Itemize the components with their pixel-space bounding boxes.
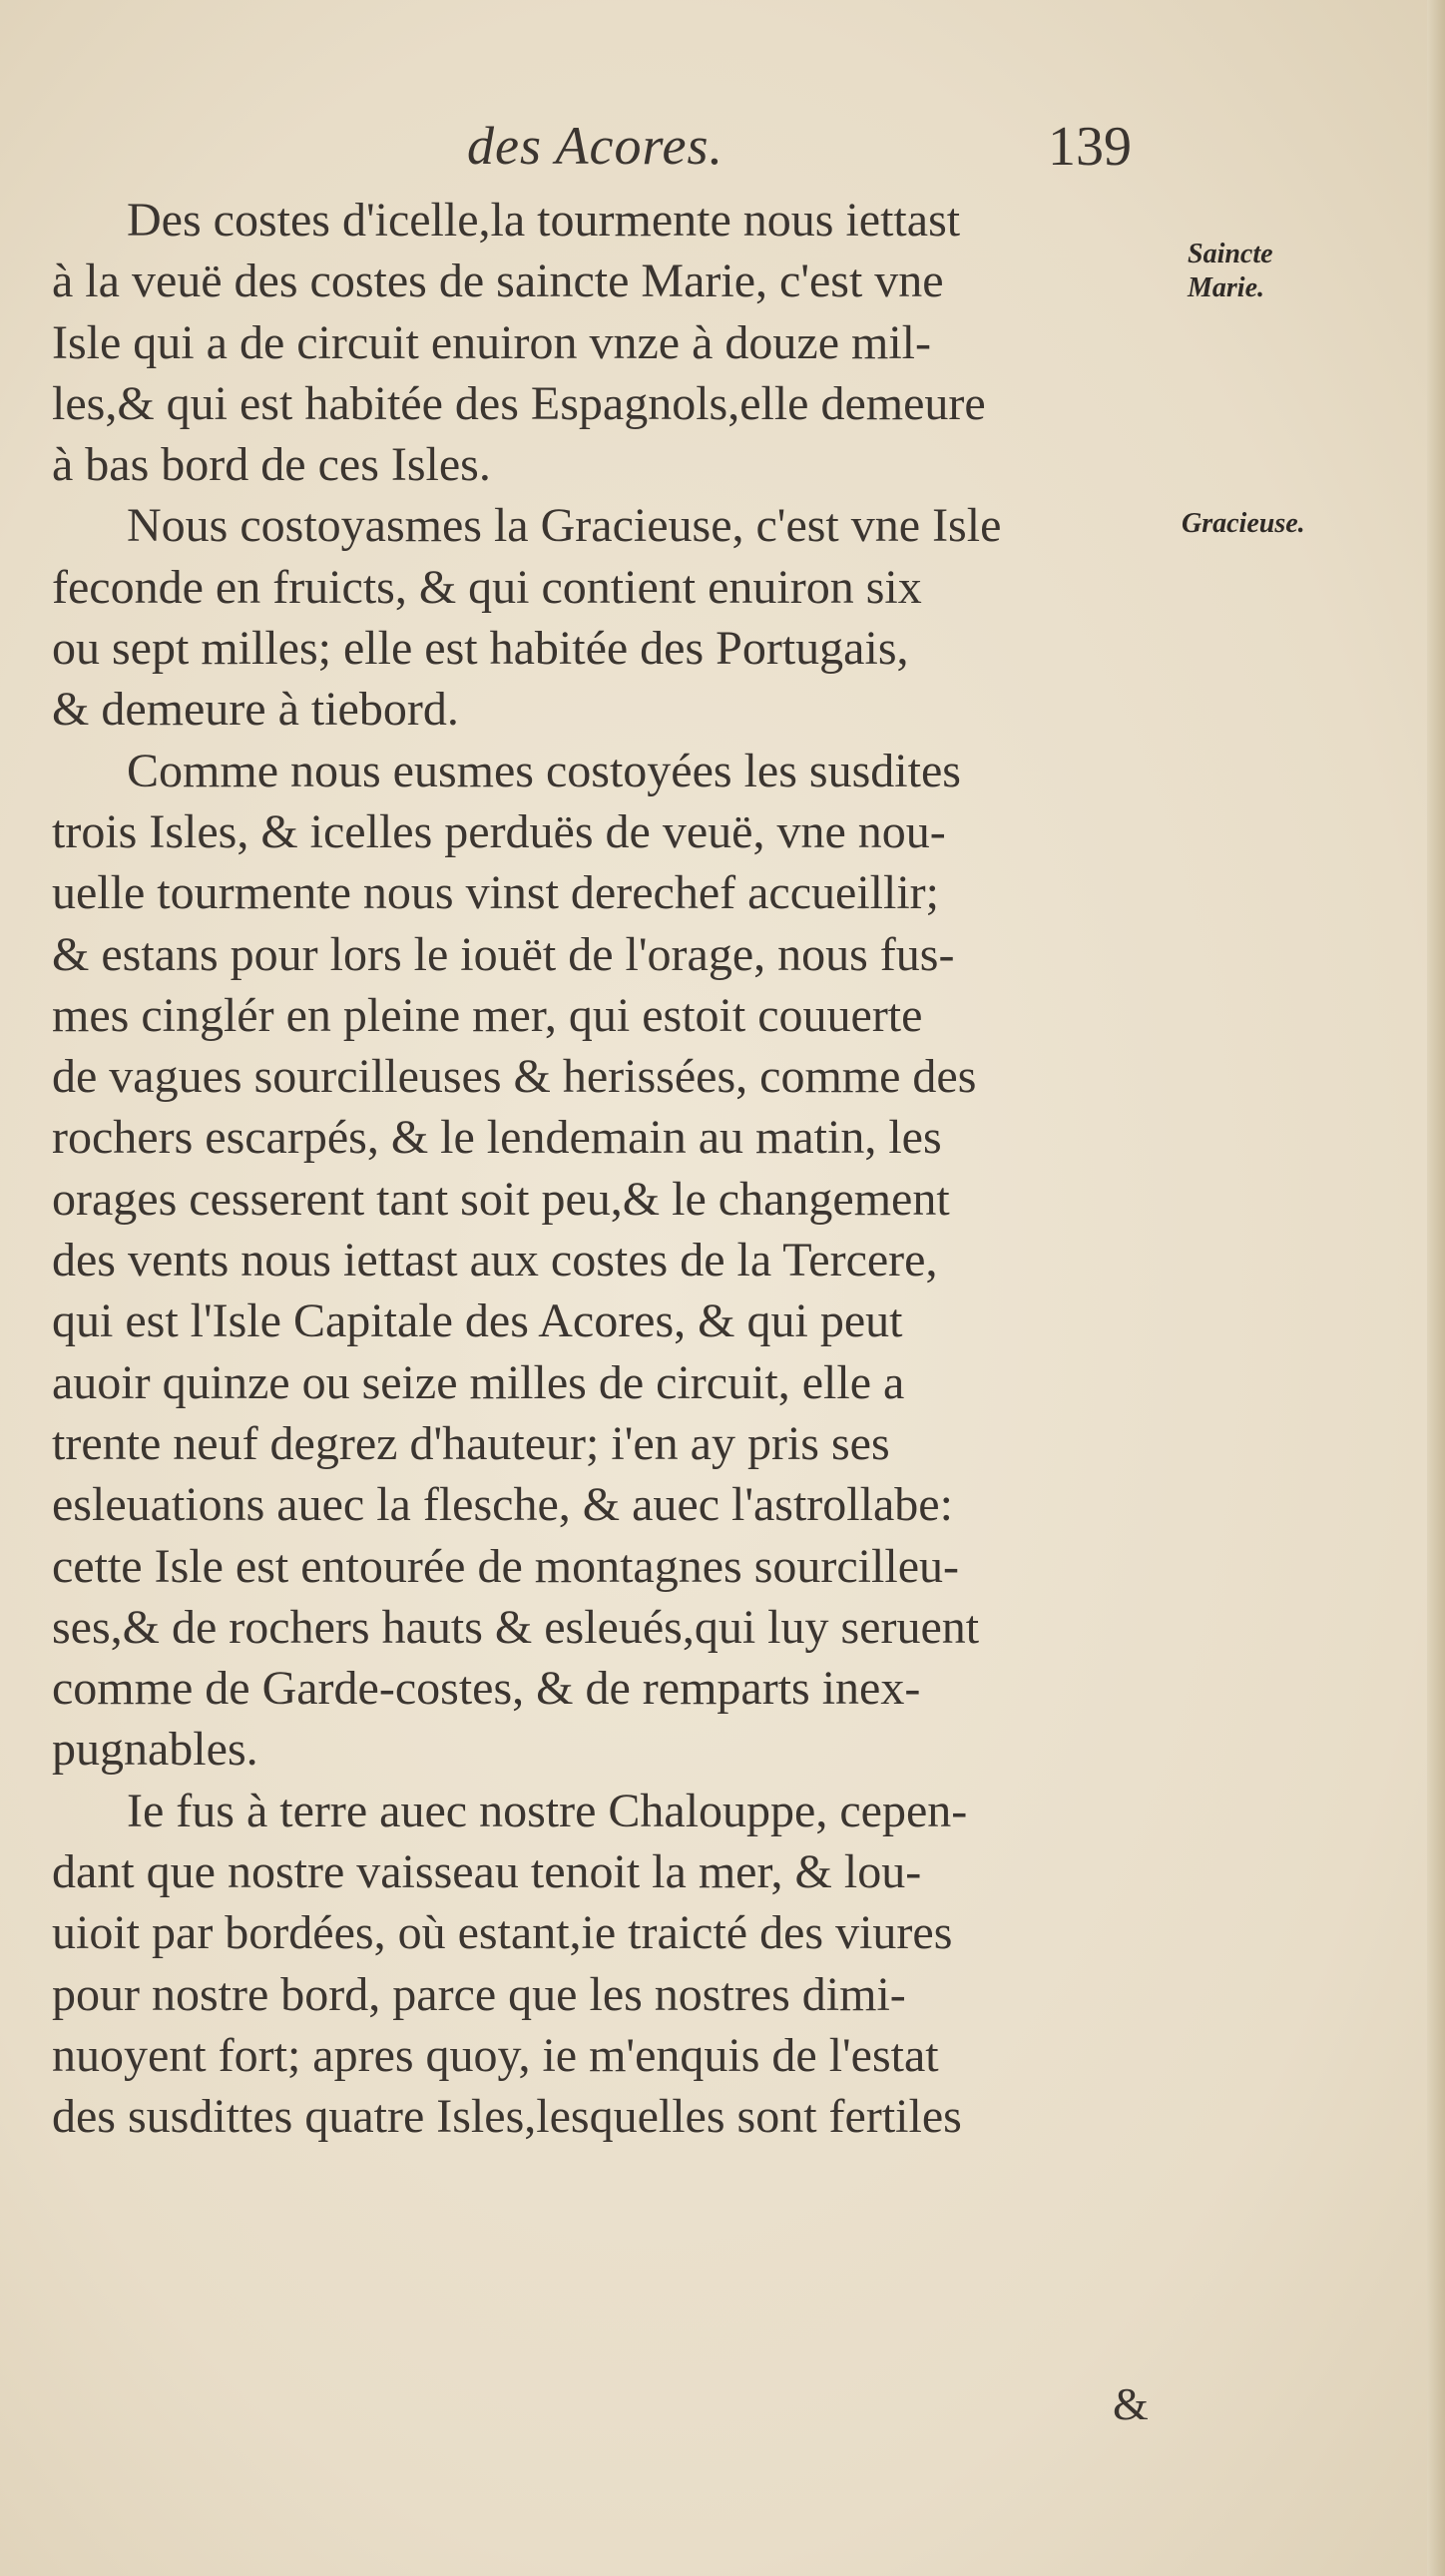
text-line: dant que nostre vaisseau tenoit la mer, & lou- [52,1845,922,1899]
page-edge [1427,0,1445,2576]
text-line: & estans pour lors le iouët de l'orage, nous fus- [52,927,955,981]
text-line: orages cesserent tant soit peu,& le changement [52,1172,950,1226]
text-line: comme de Garde-costes, & de remparts inex- [52,1662,921,1716]
text-line: les,& qui est habitée des Espagnols,elle demeure [52,376,986,430]
text-line: cette Isle est entourée de montagnes sourcilleu- [52,1539,959,1593]
text-line: trente neuf degrez d'hauteur; i'en ay pris ses [52,1416,890,1470]
text-line: des vents nous iettast aux costes de la Tercere, [52,1234,938,1288]
page-number: 139 [1048,116,1132,178]
text-line: Comme nous eusmes costoyées les susdites [127,744,961,797]
text-line: pour nostre bord, parce que les nostres dimi- [52,1967,906,2021]
text-line: feconde en fruicts, & qui contient enuiron six [52,560,922,614]
text-line: uelle tourmente nous vinst derechef accueillir; [52,866,939,920]
catchword: & [1113,2378,1149,2429]
text-line: à bas bord de ces Isles. [52,438,491,492]
text-line: auoir quinze ou seize milles de circuit, elle a [52,1355,905,1409]
text-line: mes cinglér en pleine mer, qui estoit couuerte [52,988,923,1042]
text-line: qui est l'Isle Capitale des Acores, & qui peut [52,1294,903,1348]
text-line: pugnables. [52,1723,258,1777]
margin-note-saincte-marie: Saincte Marie. [1188,239,1273,303]
text-line: trois Isles, & icelles perduës de veuë, vne nou- [52,804,946,858]
text-line: nuoyent fort; apres quoy, ie m'enquis de l'estat [52,2028,939,2082]
text-line: esleuations auec la flesche, & auec l'astrollabe: [52,1478,953,1532]
text-line: de vagues sourcilleuses & herissées, comme des [52,1050,977,1104]
running-title: des Acores. [467,116,723,176]
text-line: des susdittes quatre Isles,lesquelles sont fertiles [52,2090,962,2144]
text-line: Isle qui a de circuit enuiron vnze à douze mil- [52,315,931,369]
text-line: & demeure à tiebord. [52,683,459,737]
text-line: ses,& de rochers hauts & esleués,qui luy seruent [52,1600,980,1654]
text-line: à la veuë des costes de saincte Marie, c'est vne [52,255,944,308]
text-line: rochers escarpés, & le lendemain au matin, les [52,1111,942,1165]
text-line: Ie fus à terre auec nostre Chalouppe, cepen- [127,1784,968,1837]
body-text [52,190,1178,2148]
text-line: ou sept milles; elle est habitée des Portugais, [52,622,909,676]
page-header [0,115,1445,195]
text-line: uioit par bordées, où estant,ie traicté des viures [52,1906,953,1960]
text-line: Des costes d'icelle,la tourmente nous iettast [127,194,961,247]
text-line: Nous costoyasmes la Gracieuse, c'est vne Isle [127,499,1002,553]
margin-note-gracieuse: Gracieuse. [1182,508,1305,539]
